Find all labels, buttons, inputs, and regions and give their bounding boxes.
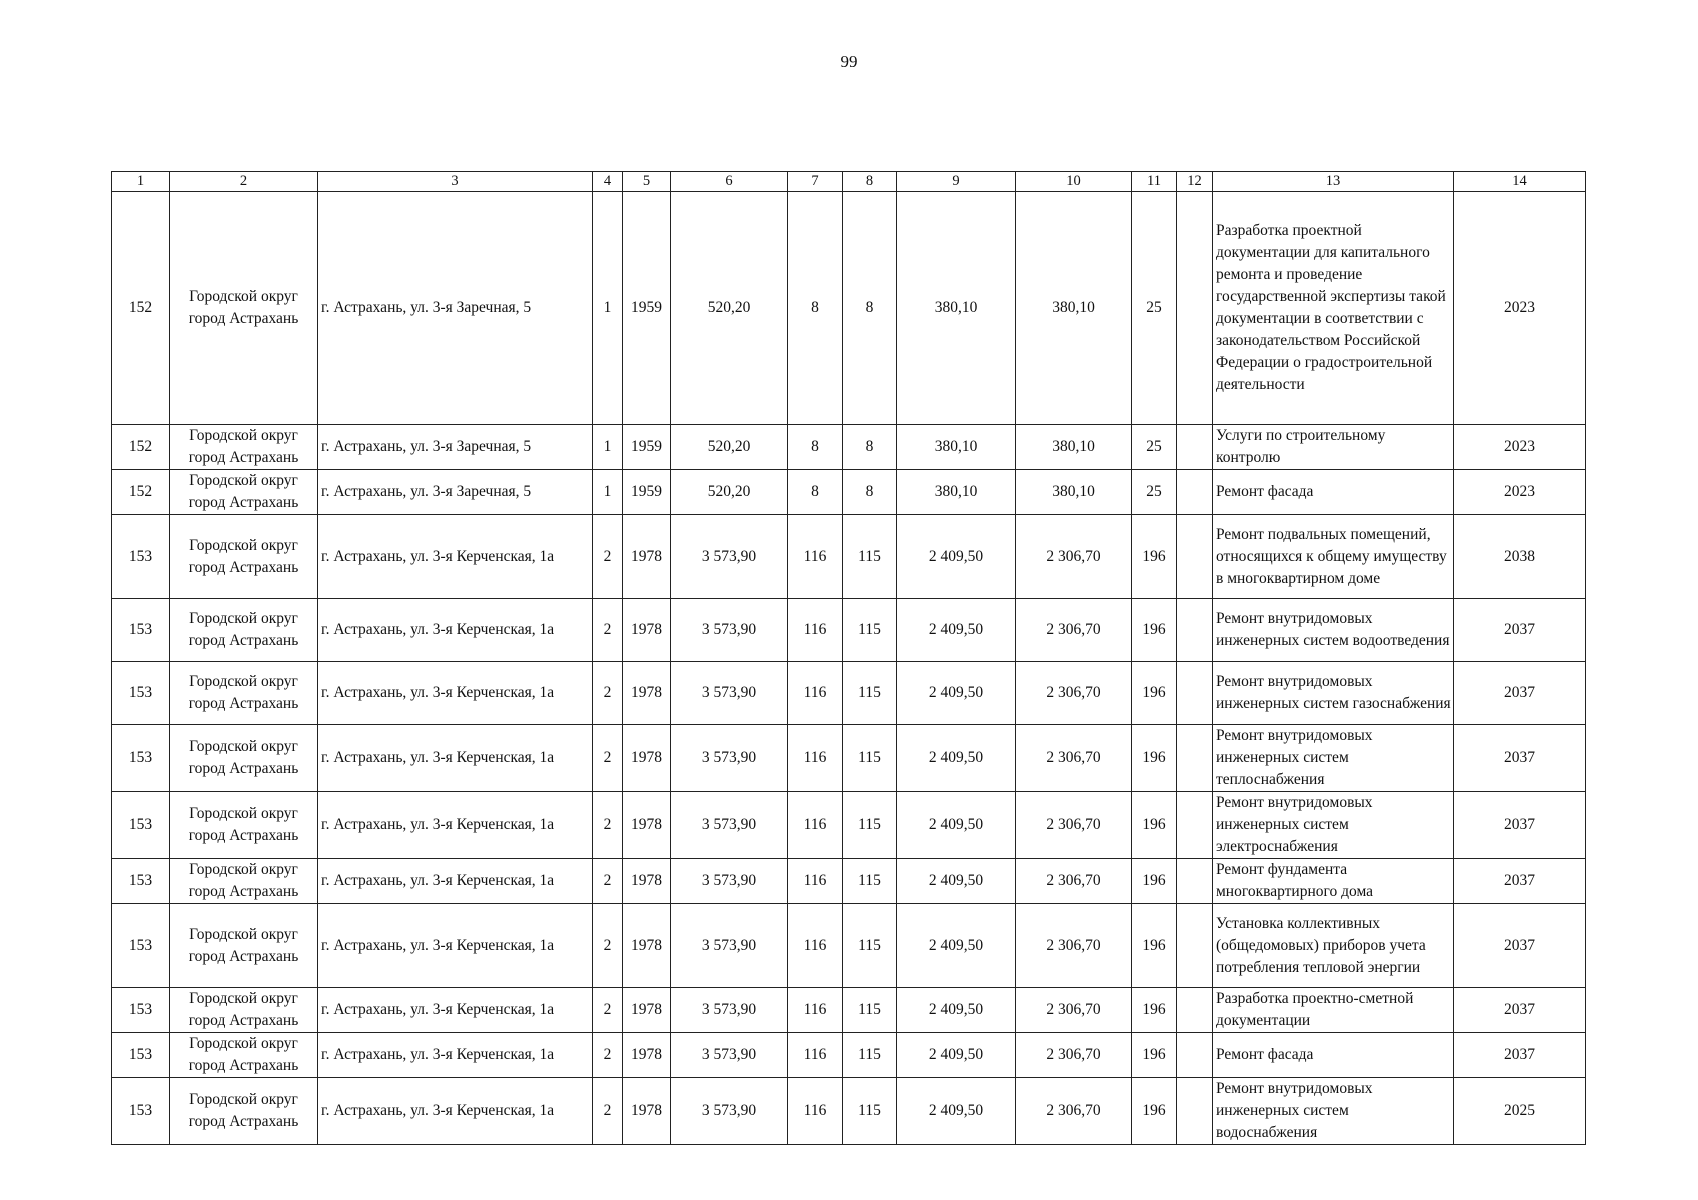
col12-cell xyxy=(1177,904,1213,988)
col6-cell: 520,20 xyxy=(671,425,788,470)
year-cell: 1978 xyxy=(623,859,671,904)
page-number: 99 xyxy=(840,52,858,71)
address-cell: г. Астрахань, ул. 3-я Заречная, 5 xyxy=(318,470,593,515)
col9-cell: 2 409,50 xyxy=(897,725,1016,792)
column-header: 10 xyxy=(1016,172,1132,192)
municipality-cell: Городской округ город Астрахань xyxy=(170,425,318,470)
col8-cell: 115 xyxy=(843,1078,897,1145)
year-cell: 1978 xyxy=(623,904,671,988)
planned-year-cell: 2023 xyxy=(1454,470,1586,515)
column-header: 2 xyxy=(170,172,318,192)
col8-cell: 115 xyxy=(843,904,897,988)
col10-cell: 2 306,70 xyxy=(1016,662,1132,725)
work-type-cell: Ремонт внутридомовых инженерных систем электроснабжения xyxy=(1213,792,1454,859)
col9-cell: 2 409,50 xyxy=(897,792,1016,859)
col6-cell: 3 573,90 xyxy=(671,988,788,1033)
column-header: 8 xyxy=(843,172,897,192)
col7-cell: 116 xyxy=(788,725,843,792)
col8-cell: 115 xyxy=(843,988,897,1033)
col10-cell: 380,10 xyxy=(1016,192,1132,425)
work-type-cell: Ремонт подвальных помещений, относящихся к общему имуществу в многоквартирном доме xyxy=(1213,515,1454,599)
row-number-cell: 153 xyxy=(112,515,170,599)
col4-cell: 2 xyxy=(593,725,623,792)
col12-cell xyxy=(1177,792,1213,859)
table-row xyxy=(112,470,1586,515)
planned-year-cell: 2037 xyxy=(1454,662,1586,725)
work-type-cell: Ремонт фасада xyxy=(1213,1033,1454,1078)
col10-cell: 2 306,70 xyxy=(1016,859,1132,904)
col6-cell: 3 573,90 xyxy=(671,515,788,599)
col6-cell: 3 573,90 xyxy=(671,792,788,859)
col11-cell: 196 xyxy=(1132,1033,1177,1078)
col4-cell: 2 xyxy=(593,904,623,988)
repair-register-table xyxy=(111,171,1586,1145)
column-header: 13 xyxy=(1213,172,1454,192)
year-cell: 1959 xyxy=(623,192,671,425)
col6-cell: 520,20 xyxy=(671,470,788,515)
table-row xyxy=(112,725,1586,792)
col9-cell: 380,10 xyxy=(897,425,1016,470)
planned-year-cell: 2037 xyxy=(1454,904,1586,988)
work-type-cell: Ремонт фасада xyxy=(1213,470,1454,515)
municipality-cell: Городской округ город Астрахань xyxy=(170,792,318,859)
col7-cell: 116 xyxy=(788,988,843,1033)
col8-cell: 115 xyxy=(843,1033,897,1078)
col9-cell: 2 409,50 xyxy=(897,599,1016,662)
col9-cell: 380,10 xyxy=(897,470,1016,515)
col8-cell: 8 xyxy=(843,470,897,515)
col9-cell: 2 409,50 xyxy=(897,1078,1016,1145)
col7-cell: 116 xyxy=(788,515,843,599)
year-cell: 1978 xyxy=(623,515,671,599)
col4-cell: 1 xyxy=(593,470,623,515)
col10-cell: 2 306,70 xyxy=(1016,1078,1132,1145)
col11-cell: 196 xyxy=(1132,599,1177,662)
col4-cell: 1 xyxy=(593,425,623,470)
col6-cell: 3 573,90 xyxy=(671,1078,788,1145)
table-row xyxy=(112,859,1586,904)
year-cell: 1959 xyxy=(623,470,671,515)
planned-year-cell: 2037 xyxy=(1454,599,1586,662)
table-row xyxy=(112,599,1586,662)
col12-cell xyxy=(1177,599,1213,662)
work-type-cell: Разработка проектной документации для капитального ремонта и проведение государственной экспертизы такой документации в соответствии с законодательством Российской Федерации о градостроительной деятельности xyxy=(1213,192,1454,425)
table-row xyxy=(112,988,1586,1033)
col9-cell: 2 409,50 xyxy=(897,988,1016,1033)
col8-cell: 115 xyxy=(843,859,897,904)
col7-cell: 116 xyxy=(788,599,843,662)
col8-cell: 115 xyxy=(843,792,897,859)
row-number-cell: 153 xyxy=(112,988,170,1033)
col12-cell xyxy=(1177,662,1213,725)
row-number-cell: 153 xyxy=(112,1078,170,1145)
table-row xyxy=(112,904,1586,988)
column-header: 14 xyxy=(1454,172,1586,192)
col11-cell: 196 xyxy=(1132,515,1177,599)
col7-cell: 8 xyxy=(788,192,843,425)
year-cell: 1978 xyxy=(623,988,671,1033)
table-body xyxy=(112,192,1586,1145)
col10-cell: 380,10 xyxy=(1016,470,1132,515)
col9-cell: 2 409,50 xyxy=(897,859,1016,904)
municipality-cell: Городской округ город Астрахань xyxy=(170,662,318,725)
col6-cell: 3 573,90 xyxy=(671,904,788,988)
year-cell: 1978 xyxy=(623,792,671,859)
row-number-cell: 153 xyxy=(112,725,170,792)
column-header: 7 xyxy=(788,172,843,192)
municipality-cell: Городской округ город Астрахань xyxy=(170,988,318,1033)
table-row xyxy=(112,792,1586,859)
column-header: 4 xyxy=(593,172,623,192)
column-header: 6 xyxy=(671,172,788,192)
col4-cell: 2 xyxy=(593,662,623,725)
year-cell: 1978 xyxy=(623,725,671,792)
table-row xyxy=(112,662,1586,725)
municipality-cell: Городской округ город Астрахань xyxy=(170,859,318,904)
col10-cell: 2 306,70 xyxy=(1016,988,1132,1033)
planned-year-cell: 2023 xyxy=(1454,192,1586,425)
col4-cell: 2 xyxy=(593,1033,623,1078)
row-number-cell: 153 xyxy=(112,792,170,859)
col11-cell: 196 xyxy=(1132,904,1177,988)
col12-cell xyxy=(1177,470,1213,515)
work-type-cell: Ремонт внутридомовых инженерных систем теплоснабжения xyxy=(1213,725,1454,792)
col12-cell xyxy=(1177,1078,1213,1145)
col8-cell: 8 xyxy=(843,192,897,425)
col7-cell: 116 xyxy=(788,1033,843,1078)
col6-cell: 3 573,90 xyxy=(671,599,788,662)
address-cell: г. Астрахань, ул. 3-я Керченская, 1а xyxy=(318,662,593,725)
column-header: 12 xyxy=(1177,172,1213,192)
col11-cell: 196 xyxy=(1132,859,1177,904)
col6-cell: 3 573,90 xyxy=(671,1033,788,1078)
table-row xyxy=(112,1033,1586,1078)
planned-year-cell: 2038 xyxy=(1454,515,1586,599)
address-cell: г. Астрахань, ул. 3-я Заречная, 5 xyxy=(318,425,593,470)
col7-cell: 116 xyxy=(788,859,843,904)
col9-cell: 2 409,50 xyxy=(897,515,1016,599)
column-header: 9 xyxy=(897,172,1016,192)
row-number-cell: 153 xyxy=(112,859,170,904)
table-row xyxy=(112,192,1586,425)
col12-cell xyxy=(1177,1033,1213,1078)
municipality-cell: Городской округ город Астрахань xyxy=(170,515,318,599)
col7-cell: 116 xyxy=(788,1078,843,1145)
col12-cell xyxy=(1177,988,1213,1033)
address-cell: г. Астрахань, ул. 3-я Керченская, 1а xyxy=(318,1033,593,1078)
municipality-cell: Городской округ город Астрахань xyxy=(170,599,318,662)
col9-cell: 2 409,50 xyxy=(897,662,1016,725)
col4-cell: 2 xyxy=(593,859,623,904)
work-type-cell: Ремонт фундамента многоквартирного дома xyxy=(1213,859,1454,904)
row-number-cell: 153 xyxy=(112,599,170,662)
planned-year-cell: 2037 xyxy=(1454,792,1586,859)
table-row xyxy=(112,1078,1586,1145)
row-number-cell: 153 xyxy=(112,662,170,725)
column-number-row xyxy=(112,172,1586,192)
col8-cell: 115 xyxy=(843,725,897,792)
col4-cell: 2 xyxy=(593,599,623,662)
planned-year-cell: 2037 xyxy=(1454,988,1586,1033)
col11-cell: 196 xyxy=(1132,725,1177,792)
col7-cell: 116 xyxy=(788,792,843,859)
col7-cell: 116 xyxy=(788,662,843,725)
planned-year-cell: 2037 xyxy=(1454,725,1586,792)
year-cell: 1978 xyxy=(623,662,671,725)
col12-cell xyxy=(1177,859,1213,904)
col11-cell: 25 xyxy=(1132,192,1177,425)
col10-cell: 2 306,70 xyxy=(1016,599,1132,662)
col6-cell: 3 573,90 xyxy=(671,662,788,725)
col9-cell: 2 409,50 xyxy=(897,904,1016,988)
planned-year-cell: 2037 xyxy=(1454,859,1586,904)
col11-cell: 196 xyxy=(1132,1078,1177,1145)
col10-cell: 2 306,70 xyxy=(1016,792,1132,859)
col9-cell: 380,10 xyxy=(897,192,1016,425)
col10-cell: 2 306,70 xyxy=(1016,725,1132,792)
col4-cell: 1 xyxy=(593,192,623,425)
work-type-cell: Ремонт внутридомовых инженерных систем газоснабжения xyxy=(1213,662,1454,725)
col6-cell: 3 573,90 xyxy=(671,859,788,904)
municipality-cell: Городской округ город Астрахань xyxy=(170,1033,318,1078)
table-row xyxy=(112,425,1586,470)
col4-cell: 2 xyxy=(593,792,623,859)
year-cell: 1978 xyxy=(623,1078,671,1145)
planned-year-cell: 2023 xyxy=(1454,425,1586,470)
col8-cell: 115 xyxy=(843,515,897,599)
municipality-cell: Городской округ город Астрахань xyxy=(170,725,318,792)
row-number-cell: 152 xyxy=(112,470,170,515)
col8-cell: 8 xyxy=(843,425,897,470)
address-cell: г. Астрахань, ул. 3-я Керченская, 1а xyxy=(318,599,593,662)
col8-cell: 115 xyxy=(843,599,897,662)
col11-cell: 196 xyxy=(1132,662,1177,725)
planned-year-cell: 2037 xyxy=(1454,1033,1586,1078)
column-header: 5 xyxy=(623,172,671,192)
row-number-cell: 152 xyxy=(112,425,170,470)
col11-cell: 196 xyxy=(1132,792,1177,859)
col10-cell: 2 306,70 xyxy=(1016,515,1132,599)
col11-cell: 25 xyxy=(1132,425,1177,470)
address-cell: г. Астрахань, ул. 3-я Керченская, 1а xyxy=(318,859,593,904)
row-number-cell: 153 xyxy=(112,1033,170,1078)
municipality-cell: Городской округ город Астрахань xyxy=(170,470,318,515)
row-number-cell: 152 xyxy=(112,192,170,425)
col6-cell: 520,20 xyxy=(671,192,788,425)
address-cell: г. Астрахань, ул. 3-я Керченская, 1а xyxy=(318,1078,593,1145)
col6-cell: 3 573,90 xyxy=(671,725,788,792)
year-cell: 1959 xyxy=(623,425,671,470)
municipality-cell: Городской округ город Астрахань xyxy=(170,192,318,425)
column-header: 3 xyxy=(318,172,593,192)
work-type-cell: Установка коллективных (общедомовых) приборов учета потребления тепловой энергии xyxy=(1213,904,1454,988)
col7-cell: 8 xyxy=(788,425,843,470)
col11-cell: 196 xyxy=(1132,988,1177,1033)
work-type-cell: Ремонт внутридомовых инженерных систем водоснабжения xyxy=(1213,1078,1454,1145)
col11-cell: 25 xyxy=(1132,470,1177,515)
col8-cell: 115 xyxy=(843,662,897,725)
col7-cell: 116 xyxy=(788,904,843,988)
col12-cell xyxy=(1177,725,1213,792)
address-cell: г. Астрахань, ул. 3-я Керченская, 1а xyxy=(318,792,593,859)
col10-cell: 380,10 xyxy=(1016,425,1132,470)
col9-cell: 2 409,50 xyxy=(897,1033,1016,1078)
col4-cell: 2 xyxy=(593,1078,623,1145)
municipality-cell: Городской округ город Астрахань xyxy=(170,904,318,988)
col12-cell xyxy=(1177,192,1213,425)
planned-year-cell: 2025 xyxy=(1454,1078,1586,1145)
col10-cell: 2 306,70 xyxy=(1016,904,1132,988)
address-cell: г. Астрахань, ул. 3-я Керченская, 1а xyxy=(318,725,593,792)
work-type-cell: Ремонт внутридомовых инженерных систем водоотведения xyxy=(1213,599,1454,662)
address-cell: г. Астрахань, ул. 3-я Керченская, 1а xyxy=(318,904,593,988)
row-number-cell: 153 xyxy=(112,904,170,988)
work-type-cell: Разработка проектно-сметной документации xyxy=(1213,988,1454,1033)
year-cell: 1978 xyxy=(623,1033,671,1078)
address-cell: г. Астрахань, ул. 3-я Керченская, 1а xyxy=(318,515,593,599)
col7-cell: 8 xyxy=(788,470,843,515)
col10-cell: 2 306,70 xyxy=(1016,1033,1132,1078)
address-cell: г. Астрахань, ул. 3-я Заречная, 5 xyxy=(318,192,593,425)
work-type-cell: Услуги по строительному контролю xyxy=(1213,425,1454,470)
table-row xyxy=(112,515,1586,599)
col12-cell xyxy=(1177,425,1213,470)
year-cell: 1978 xyxy=(623,599,671,662)
column-header: 11 xyxy=(1132,172,1177,192)
column-header: 1 xyxy=(112,172,170,192)
municipality-cell: Городской округ город Астрахань xyxy=(170,1078,318,1145)
col12-cell xyxy=(1177,515,1213,599)
address-cell: г. Астрахань, ул. 3-я Керченская, 1а xyxy=(318,988,593,1033)
col4-cell: 2 xyxy=(593,988,623,1033)
col4-cell: 2 xyxy=(593,515,623,599)
